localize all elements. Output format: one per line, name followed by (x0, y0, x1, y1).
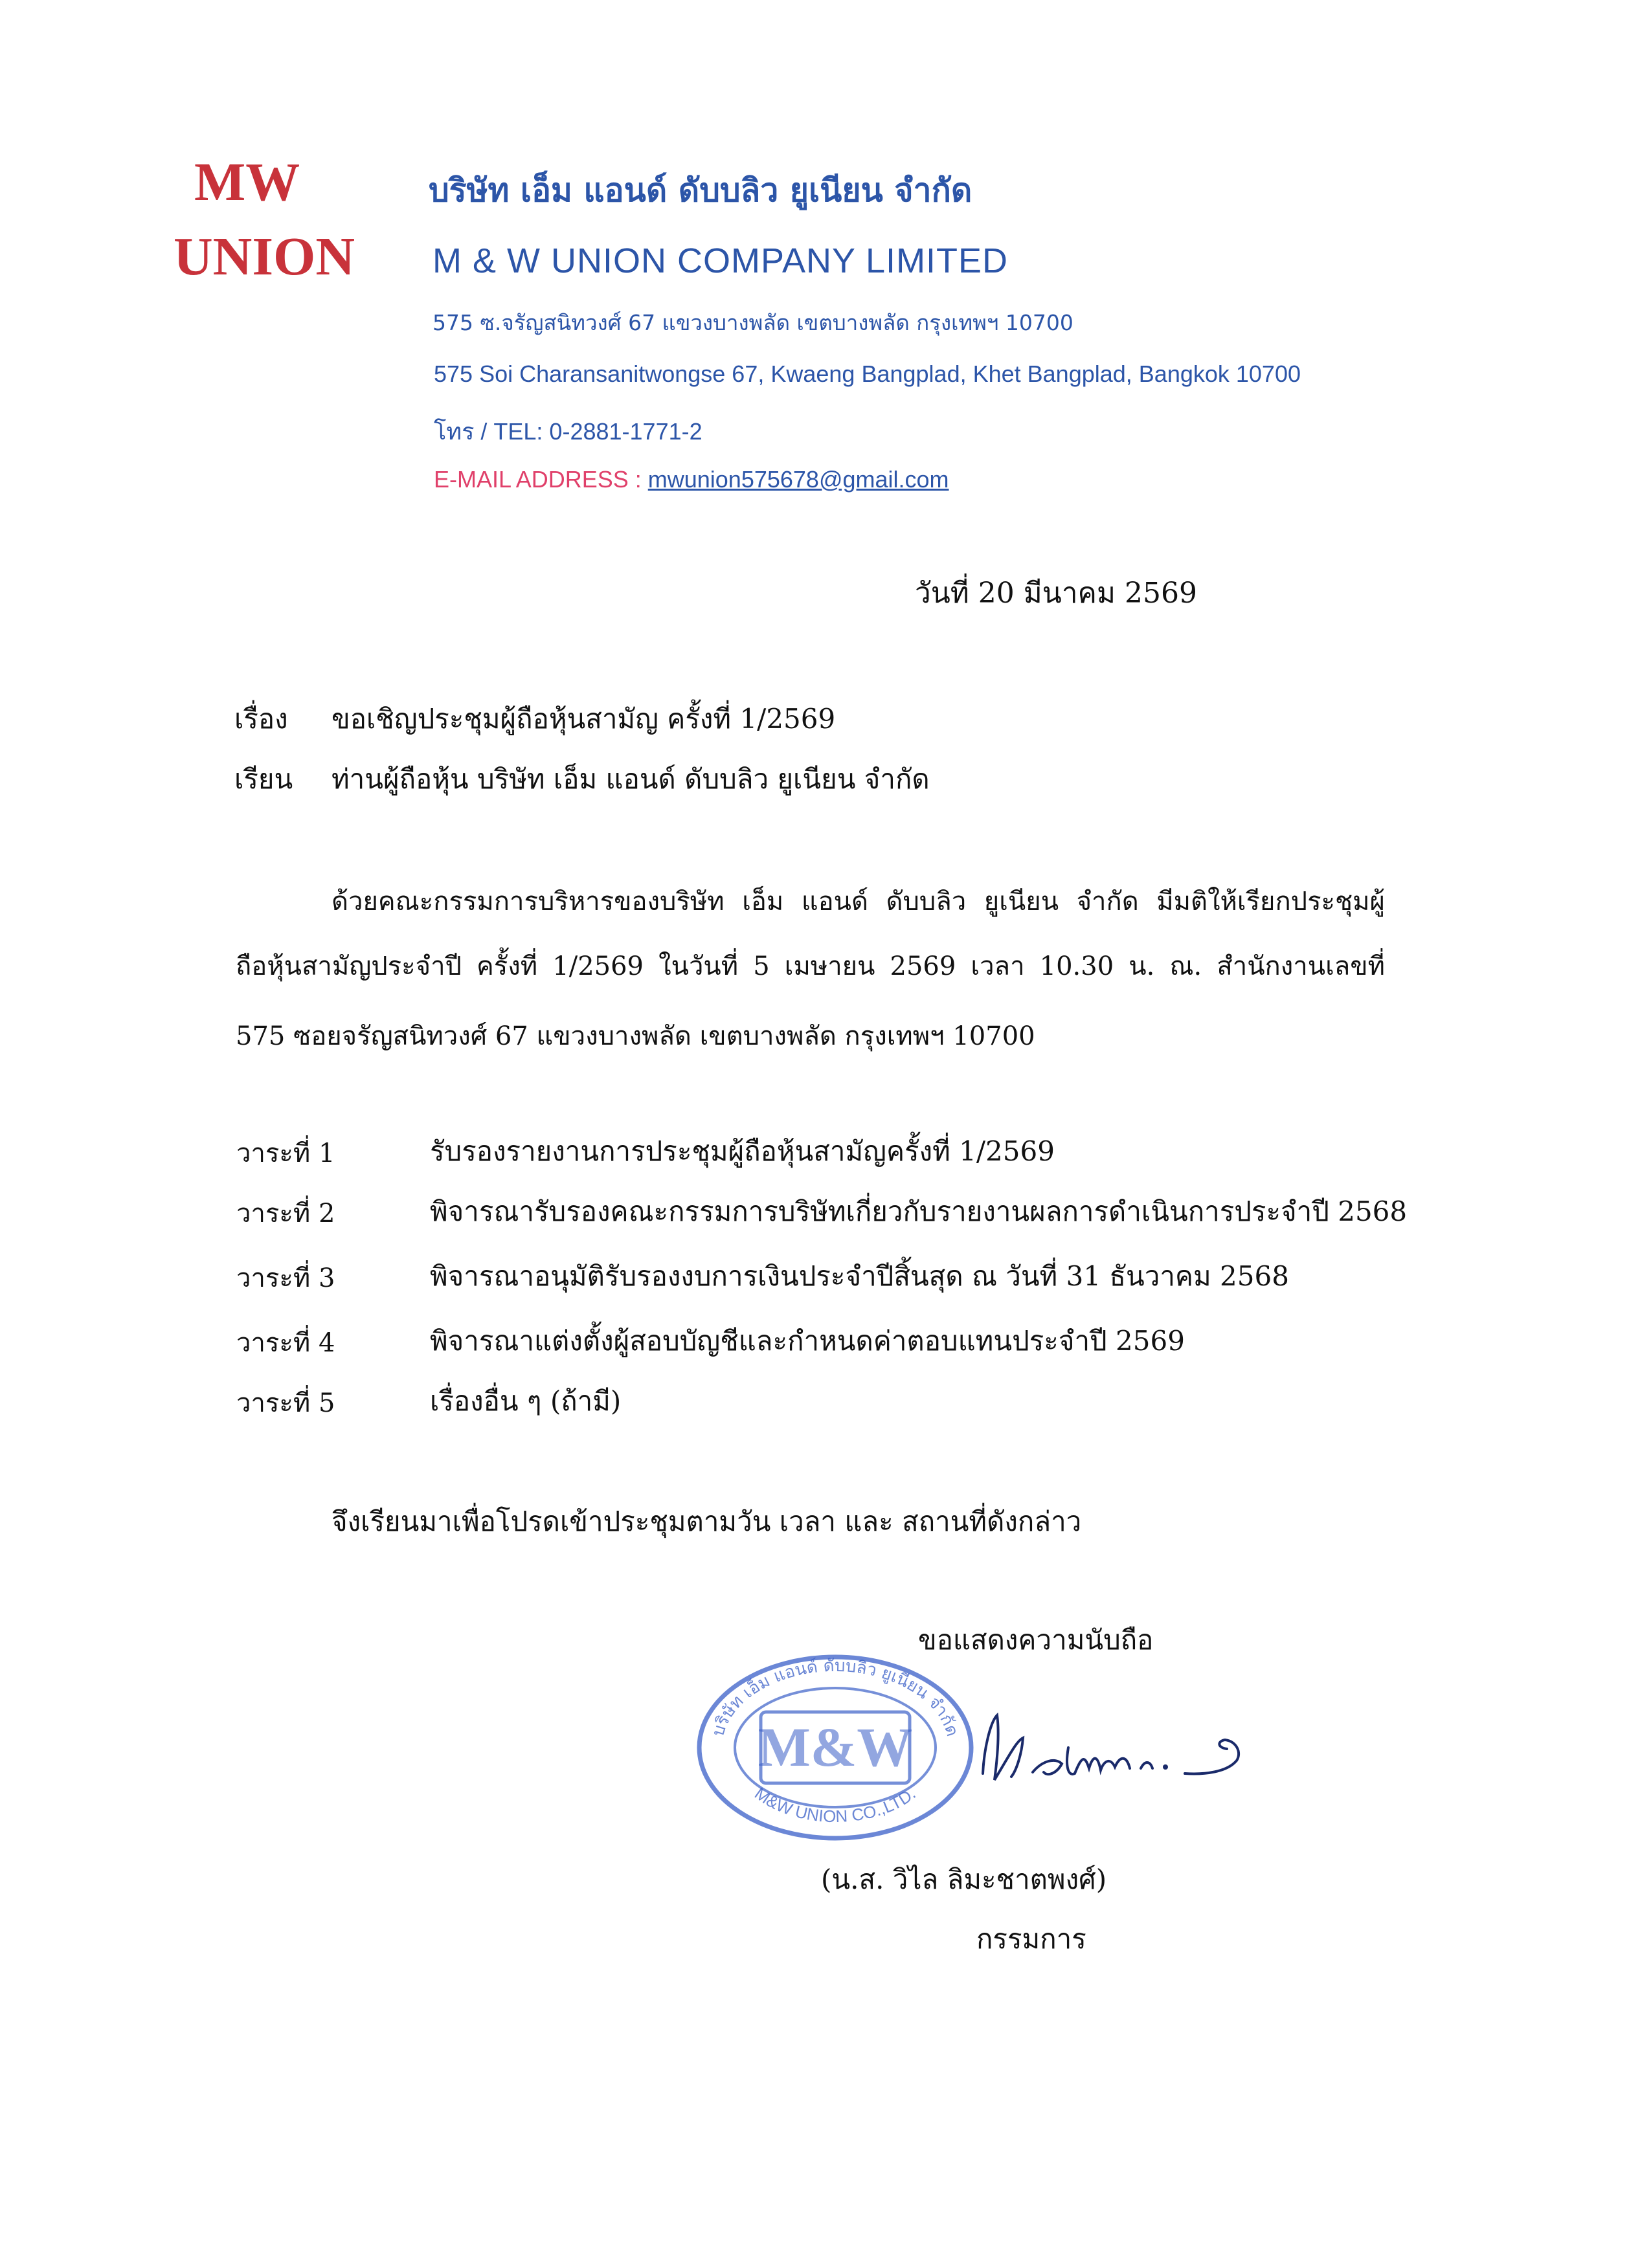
email-label: E-MAIL ADDRESS : (434, 466, 648, 493)
agenda-label-3: วาระที่ 3 (236, 1263, 335, 1293)
stamp-ring-bottom: M&W UNION CO.,LTD. (751, 1783, 919, 1827)
sign-off: ขอแสดงความนับถือ (918, 1624, 1154, 1656)
letter-date: วันที่ 20 มีนาคม 2569 (915, 577, 1197, 610)
signer-name: (น.ส. วิไล ลิมะชาตพงศ์) (821, 1863, 1107, 1895)
subject-label: เรื่อง (234, 703, 288, 735)
company-name-en: M & W UNION COMPANY LIMITED (433, 241, 1009, 280)
agenda-item-3: พิจารณาอนุมัติรับรองงบการเงินประจำปีสิ้นสุด ณ วันที่ 31 ธันวาคม 2568 (430, 1260, 1289, 1292)
body-line-1: ด้วยคณะกรรมการบริหารของบริษัท เอ็ม แอนด์ ดับบลิว ยูเนียน จำกัด มีมติให้เรียกประชุมผู้ (331, 887, 1385, 917)
telephone: โทร / TEL: 0-2881-1771-2 (434, 418, 702, 445)
company-stamp (693, 1651, 978, 1845)
agenda-label-2: วาระที่ 2 (236, 1199, 335, 1228)
logo-mw: MW (194, 152, 300, 212)
agenda-label-1: วาระที่ 1 (236, 1139, 335, 1168)
body-line-3: 575 ซอยจรัญสนิทวงศ์ 67 แขวงบางพลัด เขตบางพลัด กรุงเทพฯ 10700 (236, 1021, 1035, 1051)
stamp-ring-top: บริษัท เอ็ม แอนด์ ดับบลิว ยูเนียน จำกัด (708, 1656, 962, 1739)
agenda-item-5: เรื่องอื่น ๆ (ถ้ามี) (430, 1385, 622, 1417)
subject-text: ขอเชิญประชุมผู้ถือหุ้นสามัญ ครั้งที่ 1/2569 (331, 703, 836, 735)
handwritten-signature (971, 1696, 1269, 1806)
email-link[interactable]: mwunion575678@gmail.com (647, 466, 949, 493)
address-th: 575 ซ.จรัญสนิทวงศ์ 67 แขวงบางพลัด เขตบางพลัด กรุงเทพฯ 10700 (433, 310, 1073, 335)
signer-title: กรรมการ (976, 1923, 1086, 1955)
address-en: 575 Soi Charansanitwongse 67, Kwaeng Bangplad, Khet Bangplad, Bangkok 10700 (434, 361, 1301, 387)
agenda-label-5: วาระที่ 5 (236, 1388, 335, 1418)
email-line (434, 466, 949, 493)
agenda-item-4: พิจารณาแต่งตั้งผู้สอบบัญชีและกำหนดค่าตอบแทนประจำปี 2569 (430, 1325, 1185, 1357)
agenda-item-2: พิจารณารับรองคณะกรรมการบริษัทเกี่ยวกับรายงานผลการดำเนินการประจำปี 2568 (430, 1195, 1408, 1227)
body-line-2: ถือหุ้นสามัญประจำปี ครั้งที่ 1/2569 ในวันที่ 5 เมษายน 2569 เวลา 10.30 น. ณ. สำนักงานเลขที่ (236, 951, 1385, 981)
company-name-th: บริษัท เอ็ม แอนด์ ดับบลิว ยูเนียน จำกัด (429, 172, 972, 209)
stamp-center-text: M&W (758, 1716, 913, 1778)
to-text: ท่านผู้ถือหุ้น บริษัท เอ็ม แอนด์ ดับบลิว ยูเนียน จำกัด (331, 763, 930, 795)
logo-union: UNION (174, 227, 355, 287)
to-label: เรียน (234, 763, 293, 795)
closing-line: จึงเรียนมาเพื่อโปรดเข้าประชุมตามวัน เวลา และ สถานที่ดังกล่าว (331, 1506, 1082, 1537)
agenda-item-1: รับรองรายงานการประชุมผู้ถือหุ้นสามัญครั้งที่ 1/2569 (430, 1135, 1055, 1167)
agenda-label-4: วาระที่ 4 (236, 1328, 335, 1358)
